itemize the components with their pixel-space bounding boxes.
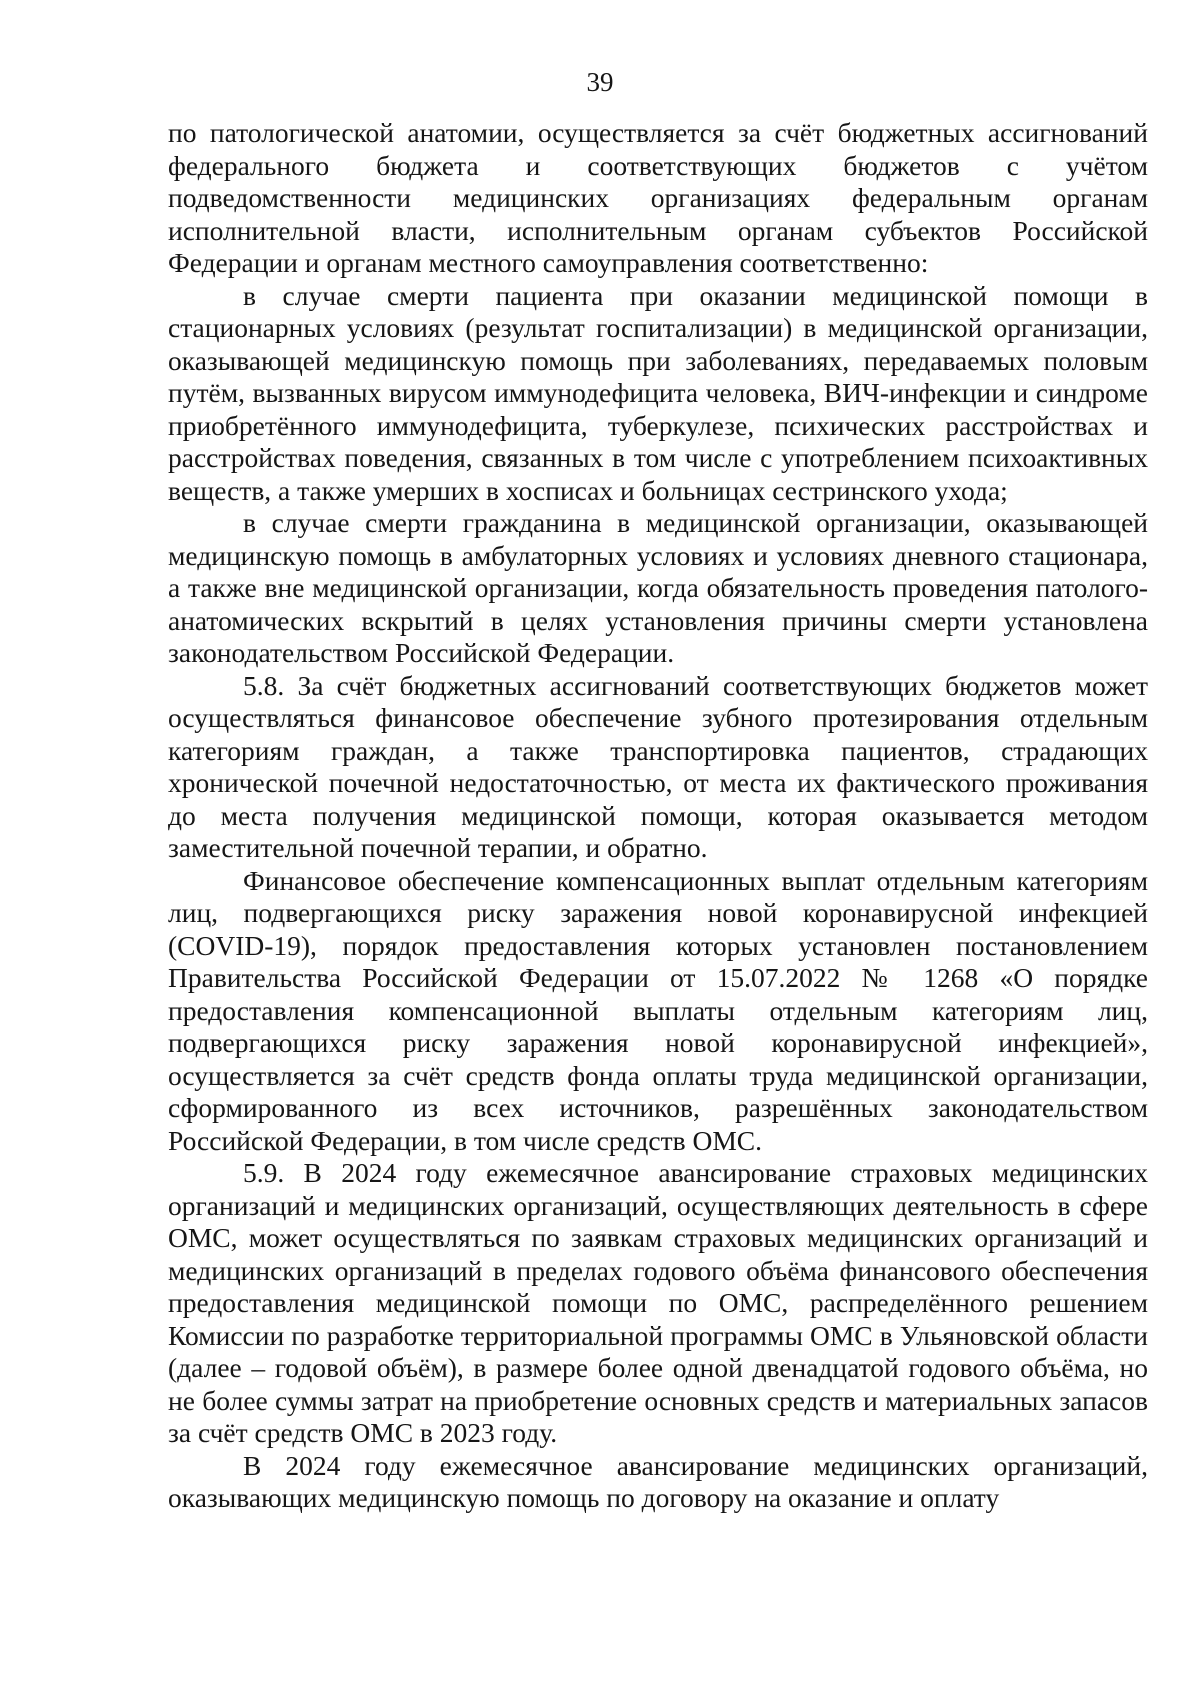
paragraph: 5.9. В 2024 году ежемесячное авансирование страховых медицинских организаций и медицинских организаций, осуществляющих деятельность в сфере ОМС, может осуществляться по заявкам страховых медицинских организаций и медицинских организаций в пределах годового объёма финансового обеспечения предоставления медицинской помощи по ОМС, распределённого решением Комиссии по разработке территориальной программы ОМС в Ульяновской области (далее – годовой объём), в размере более одной двенадцатой годового объёма, но не более суммы затрат на приобретение основных средств и материальных запасов за счёт средств ОМС в 2023 году. <box>168 1157 1148 1448</box>
page-number: 39 <box>586 67 614 97</box>
paragraph: В 2024 году ежемесячное авансирование медицинских организаций, оказывающих медицинскую помощь по договору на оказание и оплату <box>168 1449 1148 1513</box>
paragraph: в случае смерти гражданина в медицинской организации, оказывающей медицинскую помощь в амбулаторных условиях и условиях дневного стационара, а также вне медицинской организации, когда обязательность проведения патолого-анатомических вскрытий в целях установления причины смерти установлена законодательством Российской Федерации. <box>168 507 1148 668</box>
paragraph: по патологической анатомии, осуществляется за счёт бюджетных ассигнований федерального бюджета и соответствующих бюджетов с учётом подведомственности медицинских организациях федеральным органам исполнительной власти, исполнительным органам субъектов Российской Федерации и органам местного самоуправления соответственно: <box>168 117 1148 278</box>
paragraph: в случае смерти пациента при оказании медицинской помощи в стационарных условиях (результат госпитализации) в медицинской организации, оказывающей медицинскую помощь при заболеваниях, передаваемых половым путём, вызванных вирусом иммунодефицита человека, ВИЧ-инфекции и синдроме приобретённого иммунодефицита, туберкулезе, психических расстройствах и расстройствах поведения, связанных в том числе с употреблением психоактивных веществ, а также умерших в хосписах и больницах сестринского ухода; <box>168 279 1148 506</box>
paragraph: Финансовое обеспечение компенсационных выплат отдельным категориям лиц, подвергающихся риску заражения новой коронавирусной инфекцией (COVID-19), порядок предоставления которых установлен постановлением Правительства Российской Федерации от 15.07.2022 № 1268 «О порядке предоставления компенсационной выплаты отдельным категориям лиц, подвергающихся риску заражения новой коронавирусной инфекцией», осуществляется за счёт средств фонда оплаты труда медицинской организации, сформированного из всех источников, разрешённых законодательством Российской Федерации, в том числе средств ОМС. <box>168 864 1148 1156</box>
document-body <box>168 117 1148 1515</box>
paragraph: 5.8. За счёт бюджетных ассигнований соответствующих бюджетов может осуществляться финансовое обеспечение зубного протезирования отдельным категориям граждан, а также транспортировка пациентов, страдающих хронической почечной недостаточностью, от места их фактического проживания до места получения медицинской помощи, которая оказывается методом заместительной почечной терапии, и обратно. <box>168 669 1148 863</box>
